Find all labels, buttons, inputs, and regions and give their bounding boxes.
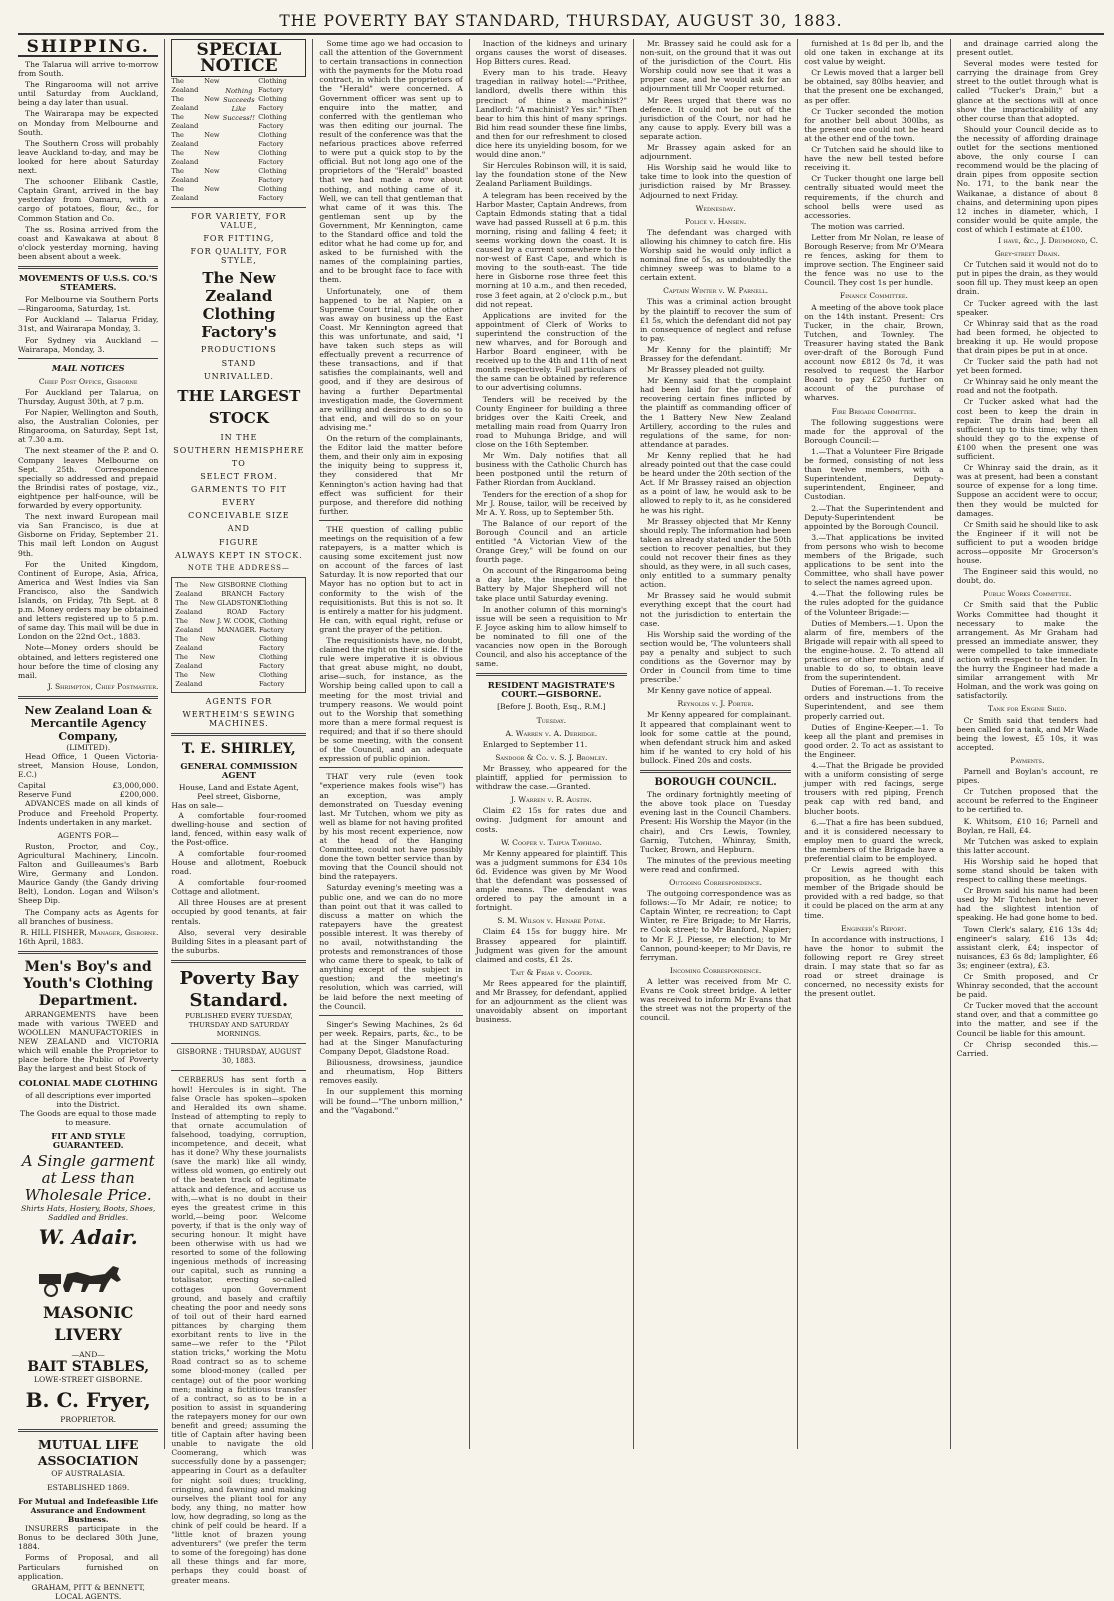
case-text: Claim £2 15s for rates due and owing. Judgment for amount and costs. [475,806,627,834]
gca: GENERAL COMMISSION AGENT [180,761,298,781]
shipping-item: The Ringarooma will not arrive until Saturday from Auckland, being a day later than usual. [18,80,159,108]
case-text: Mr Brassey objected that Mr Kenny should reply. The information had been taken as already stated under the 50th section to recover penalties, but they could not recover their fines as they should, as they were, in all such cases, only entitled to a summary penalty action. [639,516,792,590]
loan-office: Head Office, 1 Queen Victoria-street, Mansion House, London, E.C.) [18,752,159,780]
case-text: Claim £4 15s for buggy hire. Mr Brassey appeared for plaintiff. Judgment was given for the amount claimed and costs, £1 2s. [475,927,627,964]
singer-notice: Singer's Sewing Machines, 2s 6d per week. Repairs, parts, &c., to be had at the Singer Manufacturing Company Depot, Gladstone Road. [319,1019,463,1057]
divider [319,767,462,768]
masthead: THE POVERTY BAY STANDARD, THURSDAY, AUGUST 30, 1883. [18,4,1104,35]
court-paragraph: Mr Brassey again asked for an adjournment. [639,143,792,162]
news-paragraph: Tenders for the erection of a shop for Mr J. Rouse, tailor, will be received by Mr A. Y. Ross, up to September 5th. [475,489,627,517]
masonic-title: MASONIC LIVERY [42,1303,134,1345]
divider [18,696,158,699]
court-paragraph: His Worship said he would like to take time to look into the question of jurisdiction raised by Mr Brassey. Adjourned to next Friday. [639,163,792,200]
shipping-item: The ss. Rosina arrived from the coast and Kawakawa at about 8 o'clock yesterday morning, having been absent about a week. [18,224,159,261]
case-text: Mr Kenny gave notice of appeal. [646,686,772,696]
outgoing-title: Outgoing Correspondence. [669,877,763,887]
council-paragraph: The outgoing correspondence was as follows:—To Mr Adair, re notice; to Captain Winter, re recreation; to Capt Winter, re Fire Brigade; to Mr Harris, re Cook street; to Mr Banford, Napier; to Mr F. J. Piesse, re election; to Mr Cannon, pound-keeper; to Mr Davis, re ferryman. [639,889,792,962]
council-paragraph: Mr Tutchen was asked to explain this latter account. [956,836,1098,855]
addr-left [175,581,215,689]
mail-item: Note—Money orders should be obtained, and letters registered one hour before the time of closing any mail. [18,643,159,680]
case-title: W. Cooper v. Taipua Tawhiao. [500,837,602,847]
graham: GRAHAM, PITT & BENNETT, [31,1582,145,1592]
nzcf-title: The New Zealand Clothing Factory's [201,269,277,342]
addr-row: The New Zealand [175,616,215,634]
nz-row: The New Zealand [171,77,220,94]
court-paragraph: Mr Rees urged that there was no defence. It could not be out of the jurisdiction of the Court, nor had he any cause to apply. Every bill was a separate action. [639,95,792,141]
for-quality: FOR QUALITY, FOR STYLE, [190,247,288,266]
case-text: Mr Brassey said he would submit everything except that the court had not the jurisdiction to entertain the case. [639,591,792,628]
horse-carriage-icon [33,1252,143,1298]
addr-row: Clothing Factory [258,670,288,688]
figure: FIGURE [219,537,259,547]
addr-row: BRANCH [221,589,253,598]
council-paragraph: 2.—That the Superintendent and Deputy-Superintendent be appointed by the Borough Council. [804,503,944,531]
nz-row: The New Zealand [171,131,220,148]
case-text: Mr Brassey, who appeared for the plaintiff, applied for permission to withdraw the case.—Granted. [475,763,627,792]
fire-title: Fire Brigade Committee. [831,406,917,416]
dateline: GISBORNE : THURSDAY, AUGUST 30, 1883. [176,1048,302,1066]
insurers-text: INSURERS participate in the Bonus to be declared 30th June, 1884. [18,1524,159,1552]
column-3 [312,39,468,1449]
fit-guarantee: FIT AND STYLE GUARANTEED. [51,1131,126,1151]
council-paragraph: Cr Tutchen said he should like to have the new bell tested before receiving it. [804,145,944,173]
news-paragraph: Tenders will be received by the County Engineer for building a three bridges over the Kaiti Creek, and metalling main road from Quarry Iron road to Muhunga Bridge, and will close on the 16th September. [475,394,627,450]
southern-hemisphere: SOUTHERN HEMISPHERE [173,445,305,455]
manager-date: 16th April, 1883. [18,936,84,946]
addr-row: ROAD [226,607,248,616]
divider [640,770,791,773]
addr-row: The New Zealand [175,580,215,598]
mail-item: For Napier, Wellington and South, also, the Australian Colonies, per Ringarooma, on Saturday, Sept 1st, at 7.30 a.m. [18,408,159,445]
forms-text: Forms of Proposal, and all Particulars furnished on application. [18,1553,159,1581]
engineers-title: Engineer's Report. [841,923,907,933]
nz-row: The New Zealand [171,149,220,166]
to: TO [231,458,246,468]
council-paragraph: A letter was received from Mr C. Evans re Cook street bridge. A letter was received to inform Mr Evans that the street was not the property of the council. [639,976,792,1023]
capital-value: £3,000,000. [112,781,159,791]
article-paragraph: THE question of calling public meetings on the requisition of a few ratepayers, is a matter which is causing some excitement just now on account of the farces of last Saturday. It is now reported that our Mayor has no option but to act in conformity to the wish of the requisitionists. But this is not so. It is entirely a matter for his judgment. He can, with equal right, refuse or grant the prayer of the petition. [319,524,463,634]
adair-name: W. Adair. [38,1225,138,1250]
addr-row: Clothing Factory [258,598,288,616]
address-grid [171,577,306,693]
case-title: Police v. Hansen. [684,216,747,226]
council-paragraph: 3.—That applications be invited from persons who wish to become members of the Brigade, such applications to be sent into the Committee, who shall have power to select the names agreed upon. [804,532,944,588]
council-paragraph: The Engineer said this would, no doubt, do. [956,567,1098,586]
agents-title: AGENTS FOR— [57,830,119,840]
agents-text: Ruston, Proctor, and Coy., Agricultural Machinery, Lincoln. Falton and Guilleaumes's Barb Wire, Germany and London. Maurice Gandy (the Gandy driving Belt), London. Logan and Wilson's Sheep Dip. [18,841,159,906]
select-from: SELECT FROM. [200,472,278,482]
divider [18,951,158,954]
case-text: Mr Kenny replied that he had already pointed out that the case could be heard under the 20th section of the Act. If Mr Brassey raised an objection as a point of law, he would ask to be allowed to reply to it, as he considered he was his right. [639,450,792,515]
council-paragraph: Parnell and Boylan's account, re pipes. [956,767,1098,786]
mutual-sub: OF AUSTRALASIA. [51,1468,126,1478]
council-paragraph: Cr Smith said he should like to ask the Engineer if it will not be sufficient to put a wooden bridge across—opposite Mr Grocerson's house. [956,519,1098,566]
unrivalled: UNRIVALLED. [203,371,274,381]
manager: R. HILL FISHER, Manager, Gisborne. [20,927,159,937]
case-text: This was a criminal action brought by the plaintiff to recover the sum of £1 5s, which the defendant did not pay in consequence of neglect and refuse to pay. [639,297,792,343]
shirley-name: T. E. SHIRLEY, [181,741,296,758]
news-paragraph: Mr Wm. Daly notifies that all business with the Catholic Church has been postponed until the return of Father Riordan from Auckland. [475,451,627,488]
council-paragraph: K. Whitsom, £10 16; Parnell and Boylan, re Hall, £4. [956,816,1098,835]
addr-row: The New Zealand [175,652,215,670]
council-paragraph: Cr Tucker said the path had not yet been formed. [956,357,1098,376]
cf-column [258,77,306,203]
masonic-and: —AND— [71,1350,105,1360]
payments-title: Payments. [1010,755,1045,765]
case-title: J. Warren v. R. Austin. [510,795,592,805]
council-paragraph: Letter from Mr Nolan, re lease of Borough Reserve; from Mr O'Meara re fences, asking for them to improve section. The Engineer said the fence was no use to the Council. They cost 1s per hundle. [804,232,944,288]
addr-row: Clothing Factory [258,634,288,652]
article-paragraph: On the return of the complainants, the Editor laid the matter before them, and their only aim in exposing the iniquity being to suppress it, they considered that Mr Kennington's action having had that effect was sufficient for their purpose, and therefore did nothing further. [319,434,463,516]
council-paragraph: Cr Smith proposed, and Cr Whinray seconded, that the account be paid. [956,972,1098,1000]
council-paragraph: 4.—That the Brigade be provided with a uniform consisting of serge jumper with red facings, serge trousers with red piping, French peak cap with red band, and blucher boots. [804,761,944,816]
and: AND [227,524,250,534]
capital-row [18,781,158,790]
council-paragraph: His Worship said he hoped that some stand should be taken with respect to calling these meetings. [956,856,1098,885]
cf-row: Clothing Factory [258,77,287,94]
supplement-notice: In our supplement this morning will be found—"The unborn million," and the "Vagabond." [319,1087,463,1115]
tank-title: Tank for Engine Shed. [987,704,1067,714]
council-paragraph: Several modes were tested for carrying the drainage from Grey street to the outlet through what is called "Tucker's Drain," but a glance at the sections will at once show the impracticability of any other course than that adopted. [956,59,1098,123]
always-kept: ALWAYS KEPT IN STOCK. [174,550,303,560]
council-paragraph: Cr Whinray said that as the road had been formed, he objected to breaking it up. He would propose that drain pipes be put in at once. [956,318,1098,355]
column-1 [18,37,164,1601]
goods-note: The Goods are equal to those made to measure. [20,1108,157,1127]
cf-row: Clothing Factory [258,131,287,148]
council-paragraph: A meeting of the above took place on the 14th instant. Present: Crs Tucker, in the chair, Brown, Tutchen, and Townley. The Treasurer having stated the Bank over-draft of the Borough Fund account now £812 0s 7d, it was resolved to request the Harbor Board to pay £250 further on account of the purchase of wharves. [804,302,944,403]
addr-row: The New Zealand [175,634,215,652]
case-title: Reynolds v. J. Porter. [677,699,754,709]
shipping-item: The Southern Cross will probably leave Auckland to-day, and may be looked for here about Saturday next. [18,138,159,176]
council-paragraph: Cr Tucker asked what had the cost been to keep the drain in repair. The drain had been all sufficient up to this time; why then should they go to the expense of £100 when the present one was sufficient. [956,397,1098,462]
council-paragraph: Cr Whinray said the drain, as it was at present, had been a constant source of expense for a long time. Suppose an accident were to occur, then they would be mulcted for damages. [956,463,1098,518]
conceivable-size: CONCEIVABLE SIZE [188,511,290,521]
divider [18,358,158,359]
mail-item: The next inward European mail via San Francisco, is due at Gisborne on Friday, September 21. This mail left London on August 9th. [18,512,159,558]
case-text: The defendant was charged with allowing his chimney to catch fire. His Worship said he would only inflict a nominal fine of 5s, as undoubtedly the chimney sweep was to blame to a certain extent. [639,227,792,283]
divider [171,733,306,736]
sale-item: A comfortable four-roomed House and allotment, Roebuck road. [171,848,307,877]
sale-item: Also, several very desirable Building Sites in a pleasant part of the suburbs. [171,927,307,955]
postmaster: J. Shrimpton, Chief Postmaster. [47,681,159,691]
nz-clothing-grid [171,77,306,203]
mail-item: For the United Kingdom, Continent of Europe, Asia, Africa, America and West Indies via San Francisco, also the Sandwich Islands, on Friday, 7th Sept. at 8 p.m. Money orders may be obtained and letters registered up to 5 p.m. of same day. This mail will be due in London on the 22nd Oct., 1883. [18,559,159,642]
largest-stock: THE LARGEST STOCK [177,386,301,427]
case-title: Sandoor & Co. v. S. J. Bromley. [495,752,608,762]
reserve-row [18,790,158,799]
advances-text: ADVANCES made on all kinds of Produce and Freehold Property. Indents undertaken in any market. [18,799,159,827]
council-paragraph: Cr Tutchen said it would not do to put in pipes the drain, as they would soon fill up. They must keep an open drain. [956,260,1098,297]
council-paragraph: The following suggestions were made for the approval of the Borough Council:— [804,417,944,445]
article-paragraph: Some time ago we had occasion to call the attention of the Government to certain transactions in connection with the payments for the Motu road contract, in which the proprietors of the "Herald" were concerned. A Government officer was sent up to enquire into the matter, and conferred with the gentleman who was then editing our journal. The result of the conference was that the nefarious practices above referred to were put a quick stop to by the official. But not long ago one of the proprietors of the "Herald" boasted that we had made a row about nothing, and nothing came of it. Well, we can tell that gentleman that what came of it was this. The gentleman sent up by the Government, Mr Kennington, came to the Standard office and told the editor what he had come up for, and asked to be furnished with the names of the complaining parties, and to be brought face to face with them. [319,39,463,285]
column-2 [164,39,312,1585]
reserve-value: £200,000. [119,790,159,800]
article-paragraph: THAT very rule (even took "experience makes fools wise") has an exception, was amply demonstrated on Tuesday evening last. Mr Tutchen, whom we pity as well as blame for not having profited by his most recent experience, now at the head of the Hanging Committee, could not have possibly done the town better service than by moving that the Council should not bind the ratepayers. [319,772,463,882]
divider [171,207,306,208]
council-paragraph: The motion was carried. [811,221,905,231]
colonial-sub: of all descriptions ever imported into the District. [25,1090,152,1109]
case-text: His Worship said the wording of the section would be, 'The volunteers shall pay a penalty and subject to such conditions as the Governor may by Order in Council from time to time prescribe.' [639,629,792,685]
news-paragraph: In another column of this morning's issue will be seen a requisition to Mr F. Joyce asking him to allow himself to be nominated to fill one of the vacancies now open in the Borough Council, and also his acceptance of the same. [475,604,627,669]
fryer-name: B. C. Fryer, [25,1387,151,1412]
nz-row: The New Zealand [171,185,220,202]
council-paragraph: Cr Tucker agreed with the last speaker. [956,298,1098,317]
news-paragraph: On account of the Ringarooma being a day late, the inspection of the Battery by Major Shepherd will not take place until Saturday evening. [475,566,627,603]
council-paragraph: Cr Tutchen proposed that the account be referred to the Engineer to be certified to. [956,787,1098,815]
for-variety: FOR VARIETY, FOR VALUE, [191,212,287,231]
for-fitting: FOR FITTING, [203,234,275,244]
council-paragraph: Cr Lewis moved that a larger bell be obtained, say 80lbs heavier, and that the present one be exchanged, as per offer. [804,68,944,105]
house-land: House, Land and Estate Agent, [178,783,299,793]
council-paragraph: Cr Smith said that tenders had been called for a tank, and Mr Wade being the lowest, £5 10s, it was accepted. [956,715,1098,752]
case-text: Mr Kenny appeared for complainant. It appeared that complainant went to look for some cattle at the pound, when defendant struck him and asked him if he wanted to cry hold of his bullock. Fined 20s and costs. [639,710,792,765]
mens-title: Men's Boy's and Youth's Clothing Department. [23,958,154,1009]
sale-item: A comfortable four-roomed dwelling-house and section of land, fenced, within easy walk of the Post-office. [171,810,307,847]
divider [171,960,306,963]
local-agents: LOCAL AGENTS. [55,1591,122,1601]
mutual-title: MUTUAL LIFE ASSOCIATION [37,1436,139,1468]
addr-row: The New Zealand [175,670,215,688]
cf-row: Clothing Factory [258,149,287,166]
loan-title: New Zealand Loan & Mercantile Agency Company, [24,703,152,743]
colonial-title: COLONIAL MADE CLOTHING [18,1077,158,1088]
case-text: Enlarged to September 11. [482,739,588,749]
addr-row: MANAGER. [217,625,257,634]
single-garment: A Single garment at Less than Wholesale Price. [21,1152,155,1205]
addr-row: GISBORNE [217,580,257,589]
rm-before: [Before J. Booth, Esq., R.M.] [497,702,606,712]
mail-item: For Auckland per Talarua, on Thursday, August 30th, at 7 p.m. [18,387,159,406]
finance-title: Finance Committee. [839,291,908,301]
council-paragraph: Cr Brown said his name had been used by Mr Tutchen but he never had the slightest intention of speaking. He had gone home to bed. [956,886,1098,923]
shirts-line: Shirts Hats, Hosiery, Boots, Shoes, Saddled and Bridles. [21,1204,156,1223]
council-paragraph: Duties of Foreman.—1. To receive orders and instructions from the Superintendent, and see them properly carried out. [804,684,944,721]
cf-row: Clothing Factory [258,185,287,202]
case-text: Mr Rees appeared for the plaintiff, and Mr Brassey, for defendant, applied for an adjournment as the client was unavoidably absent on important business. [475,978,627,1025]
addr-right [259,581,302,689]
borough-council-title: BOROUGH COUNCIL. [654,777,777,789]
council-paragraph: Duties of Members.—1. Upon the alarm of fire, members of the Brigade will repair with all speed to the engine-house. 2. To attend all practices or other meetings, and if unable to do so, to obtain leave from the superintendent. [804,618,944,683]
rm-court-title: RESIDENT MAGISTRATE'S COURT.—GISBORNE. [487,680,615,700]
case-title: S. M. Wilson v. Henare Potae. [497,916,606,926]
council-paragraph: furnished at 1s 8d per lb, and the old one taken in exchange at its cost value by weight. [804,39,944,67]
council-paragraph: and drainage carried along the present outlet. [956,39,1098,58]
council-paragraph: Cr Lewis agreed with this proposition, as he thought each member of the Brigade should be provided with a red badge, so that it could be placed on the arm at any time. [804,865,944,920]
rm-day: Tuesday. [536,715,567,725]
incoming-title: Incoming Correspondence. [669,965,762,975]
pbs-title: Poverty Bay Standard. [179,967,299,1011]
council-paragraph: The ordinary fortnightly meeting of the above took place on Tuesday evening last in the Council Chambers. Present: His Worship the Mayor (in the chair), and Crs Lewis, Townley, Garnig, Tutchen, Whinray, Smith, Tucker, Brown, and Hepburn. [639,790,792,854]
public-works-title: Public Works Committee. [983,589,1072,599]
cf-row: Clothing Factory [258,167,287,184]
divider [476,673,627,676]
mail-item: The next steamer of the P. and O. Company leaves Melbourne on Sept. 25th. Correspondence specially so addressed and prepaid the Brindisi rates of postage, viz., eightpence per half-ounce, will be forwarded by every opportunity. [18,446,159,511]
wertheim: WERTHEIM'S SEWING MACHINES. [182,709,296,728]
news-paragraph: Every man to his trade. Heavy tragedian in railway hotel:—"Prithee, landlord, dwells there within this precinct of thine a machinist?" Landlord: "A machinist? Yes sir." "Then bear to him this hint of many springs. Bid him read sounder these fine limbs, and then for our refreshment to closed dice here its unyielding bosom, for we would dine anon." [475,68,627,160]
divider [319,520,462,521]
peel-street: Peel street, Gisborne, [197,792,281,802]
stand: STAND [221,358,257,368]
nz-row: The New Zealand [171,95,220,112]
nz-column [171,77,219,203]
reserve-label: Reserve Fund [18,790,72,800]
council-paragraph: 4.—That the following rules be the rules adopted for the guidance of the Volunteer Brigade:— [804,589,944,617]
addr-row: The New Zealand [175,598,215,616]
published-line: PUBLISHED EVERY TUESDAY, THURSDAY AND SATURDAY MORNINGS. [185,1011,293,1039]
agents-for: AGENTS FOR [205,696,273,706]
addr-row: GLADSTONE [216,598,262,607]
shipping-item: The Wairarapa may be expected on Monday from Melbourne and South. [18,109,159,137]
shipping-list [18,60,158,261]
council-paragraph: Cr Tucker seconded the motion for another bell about 300lbs, as the present one could not be heard at the other end of the town. [804,106,944,143]
case-title: A. Warren v. A. Derridge. [505,728,598,738]
grey-street-title: Grey-street Drain. [994,249,1060,259]
council-paragraph: 6.—That a fire has been subdued, and it is considered necessary to employ men to guard the wreck, the members of the Brigade have a preferential claim to be employed. [804,817,944,863]
council-paragraph: Should your Council decide as to the necessity of affording drainage outlet for the sections mentioned above, the only course I can recommend would be the placing of drain pipes from opposite section No. 171, to the bank near the Waikanae, a distance of about 8 chains, and determining upon pipes 12 inches in diameter, which, I consider would be quite ample, the cost of which I estimate at £100. [956,124,1098,234]
lowe-street: LOWE-STREET GISBORNE. [33,1375,143,1385]
column-6 [797,39,949,1449]
divider [18,1429,158,1432]
garments-to-fit: GARMENTS TO FIT [190,485,287,495]
addr-mid [216,580,262,689]
mens-body: ARRANGEMENTS have been made with various TWEED and WOOLLEN MANUFACTORIES in NEW ZEALAND and VICTORIA which will enable the Proprietor to place before the Public of Poverty Bay the largest and best Stock of [18,1009,159,1074]
cf-row: Clothing Factory [258,113,287,130]
capital-label: Capital [18,781,46,791]
news-paragraph: Applications are invited for the appointment of Clerk of Works to superintend the construction of the new wharves, and for Borough and Harbor Board engineer, with be received up to the 4th and 11th of next month respectively. Full particulars of the same can be obtained by reference to our advertising columns. [475,310,627,393]
council-paragraph: Town Clerk's salary, £16 13s 4d; engineer's salary, £16 13s 4d; assistant clerk, £4; inspector of nuisances, £3 6s 8d; lamplighter, £6 3s; engineer (extra), £3. [956,924,1098,970]
special-notice: SPECIAL NOTICE [171,39,306,77]
case-text: Mr Kenny said that the complaint had been laid for the purpose of recovering certain fines inflicted by the plaintiff as commanding officer of the 1 Battery New New Zealand Artillery, according to the rules and regulations of the same, for non-attendance at parades. [639,376,792,449]
wednesday: Wednesday. [695,203,736,213]
sale-item: A comfortable four-roomed Cottage and allotment. [171,878,307,897]
addr-row: J. W. COOK, [217,616,257,625]
article-paragraph: Unfortunately, one of them happened to be at Napier, on a Supreme Court trial, and the other was away on business up the East Coast. Mr Kennington agreed that this was unfortunate, and said, "I have taken such steps as will effectually prevent a recurrence of these transactions, and if that satisfies the complainants, well and good, and if they are desirous of having a further Departmental investigation made, the Government are willing and desirous to do so to that end, and will do so on your advising me." [319,286,463,432]
case-title: Captain Winter v. W. Parnell. [663,286,769,296]
movement-item: For Sydney via Auckland — Wairarapa, Monday, 3. [18,335,159,354]
council-paragraph: The minutes of the previous meeting were read and confirmed. [639,855,792,874]
column-5 [633,39,797,1449]
in-the: IN THE [220,432,258,442]
council-paragraph: Cr Tucker moved that the account stand over, and that a committee go into the matter, and see if the Council be liable for this amount. [956,1001,1098,1038]
addr-row: Clothing Factory [258,652,288,670]
movements-title: MOVEMENTS OF U.S.S. CO.'S STEAMERS. [18,272,158,293]
news-paragraph: Inaction of the kidneys and urinary organs causes the worst of diseases. Hop Bitters cures. Read. [475,39,627,67]
addr-row: Clothing Factory [258,580,288,598]
article-paragraph: Saturday evening's meeting was a public one, and we can do no more than point out that it was called to discuss a matter on which the ratepayers have the greatest possible interest. It was thereby of no avail, notwithstanding the protests and remonstrances of those who came there to speak, to talk of anything except of the subject in question; and the meeting's resolution, which was carried, will be laid before the next meeting of the Council. [319,883,463,1011]
divider [171,1070,306,1071]
established: ESTABLISHED 1869. [47,1482,130,1492]
council-paragraph: Cr Smith said that the Public Works Committee had thought it necessary to make the arrangement. As Mr Graham had pressed an immediate answer, they were compelled to take immediate action with respect to the tender. In the hurry the Engineer had made a similar arrangement with Mr Holman, and the work was going on satisfactorily. [956,600,1098,701]
column-7 [950,39,1104,1449]
news-paragraph: The Balance of our report of the Borough Council and an article entitled "A Victorian View of the Orange Grey," will be found on our fourth page. [475,518,627,565]
column-4 [469,39,633,1449]
bait-stables: BAIT STABLES, [27,1359,150,1376]
movement-item: For Melbourne via Southern Ports—Ringarooma, Saturday, 1st. [18,295,159,314]
case-text: Mr Kenny appeared for plaintiff. This was a judgment summons for £34 10s 6d. Evidence was given by Mr Wood that the defendant was possessed of ample means. The defendant was ordered to pay the amount in a fortnight. [475,848,627,913]
engineer-signoff: I have, &c., J. Drummond, C. [998,235,1098,245]
proprietor: PROPRIETOR. [60,1414,117,1424]
case-title: Tait & Friar v. Cooper. [510,967,593,977]
council-paragraph: Cr Whinray said he only meant the road and not the footpath. [956,377,1098,396]
biliousness-notice: Biliousness, drowsiness, jaundice and rheumatism, Hop Bitters removes easily. [319,1058,463,1086]
divider [171,1043,306,1044]
article-paragraph: The requisitionists have, no doubt, claimed the right on their side. If the rule were imperative it is obvious that great abuse might, no doubt, arise—such, for instance, as the Worship being called upon to call a meeting for the most trivial and trumpery reasons. We would point out to the Worship that something more than a mere formal request is required; and that if so there should be some meeting, with the consent of the Council, and an adequate expression of public opinion. [319,636,463,764]
shipping-title: SHIPPING. [18,39,158,57]
divider [319,1015,462,1016]
council-paragraph: Cr Chrisp seconded this.—Carried. [956,1039,1098,1058]
mail-title: MAIL NOTICES [51,362,125,373]
nz-row: The New Zealand [171,113,220,130]
agents-note: The Company acts as Agents for all branches of business. [18,907,159,926]
case-text: Mr Brassey pleaded not guilty. [646,365,765,375]
success-motto: Nothing Succeeds Like Success!! [222,87,255,122]
mutual-line: For Mutual and Indefeasible Life Assurance and Endowment Business. [18,1496,159,1525]
nz-row: The New Zealand [171,167,220,184]
loan-limited: (LIMITED). [66,742,111,752]
council-paragraph: 1.—That a Volunteer Fire Brigade be formed, consisting of not less than twelve members, with a Superintendent, Deputy-superintendent, Engineer, and Custodian. [804,446,944,502]
council-paragraph: Duties of Engine-Keeper.—1. To keep all the plant and premises in good order. 2. To act as assistant to the Engineer. [804,722,944,759]
editorial-paragraph: CERBERUS has sent forth a howl! Hercules is in sight. The false Oracle has spoken—spoken and Heralded its own shame. Instead of attempting to reply to that ornate accumulation of falsehood, toadying, corruption, incompetence, and deceit, what has it done? Why these journalists (save the mark) like all windy, witless old women, go entirely out of the beaten track of legitimate attack and defence, and accuse us with,—what is no doubt in their eyes the greatest crime in this world,—being poor. Welcome poverty, if that is the only way of securing honour. It might have been otherwise with us had we resorted to some of the following ingenious methods of increasing our capital, such as running a totalisator, erecting so-called cottages upon Government ground, and basely and craftily cheating the poor and needy sons of toil out of their hard earned pittances by charging them exorbitant rents to live in the same—we refer to the "Pilot station tricks," working the Motu Road contract so as to scheme some blood-money (called per centage) out of the poor working men; making a fictitious transfer of a contract, so as to be in a position to assist in squandering the ratepayers money for our own benefit and greed; assuming the title of Captain after having been unable to navigate the old Coomerang, which was successfully done by a passenger; appearing in Court as a defaulter for night soil dues; truckling, cringing, and fawning and making ourselves the pliant tool for any body, any thing, no matter how low, how degrading, so long as the chink of pelf could be heard. If a "little knot of brazen young adventurers" (we prefer the term to some of the foregoing) has done all these things and far more, perhaps they could boast of greater means. [171,1075,307,1585]
case-text: Mr Kenny for the plaintiff; Mr Brassey for the defendant. [639,344,792,363]
every: EVERY [222,498,256,508]
sale-item: All three Houses are at present occupied by good tenants, at fair rentals. [171,898,307,926]
council-paragraph: In accordance with instructions, I have the honor to submit the following report re Grey street drain. I may state that so far as road or street drainage is concerned, no necessity exists for the present outlet. [804,934,944,999]
mail-office: Chief Post Office, Gisborne [38,376,138,386]
cf-row: Clothing Factory [258,95,287,112]
note-address: NOTE THE ADDRESS— [187,563,290,572]
news-paragraph: Sir Hercules Robinson will, it is said, lay the foundation stone of the New Zealand Parliament Buildings. [475,161,627,189]
addr-row: Clothing Factory [258,616,288,634]
divider [18,266,158,269]
council-paragraph: Cr Tucker thought one large bell centrally situated would meet the requirements, if the church and school bells were used as accessories. [804,174,944,220]
shipping-item: The Talarua will arrive to-morrow from South. [18,60,159,79]
productions: PRODUCTIONS [200,345,277,355]
has-on-sale: Has on sale— [171,801,224,811]
news-paragraph: A telegram has been received by the Harbor Master, Captain Andrews, from Captain Edmonds stating that a tidal wave had passed Russell at 6 p.m. this morning, rising and falling 4 feet; it seems working down the coast. It is caused by a current somewhere to the nor-west of East Cape, and which is moving to the south-east. The tide here in Gisborne rose three feet this morning at 10 a.m., and then receded, rose 3 feet again, at 2 o'clock p.m., but did not repeat. [475,190,627,309]
columns [18,37,1104,1601]
court-paragraph: Mr. Brassey said he could ask for a non-suit, on the ground that it was out of the jurisdiction of the Court. His Worship could now see that it was a proper case, and he would ask for an adjournment till Mr Cooper returned. [639,39,792,94]
movement-item: For Auckland — Talarua Friday, 31st, and Wairarapa Monday, 3. [18,315,159,334]
shipping-item: The schooner Elibank Castle, Captain Grant, arrived in the bay yesterday from Oamaru, with a cargo of potatoes, flour, &c., for Common Station and Co. [18,177,159,223]
